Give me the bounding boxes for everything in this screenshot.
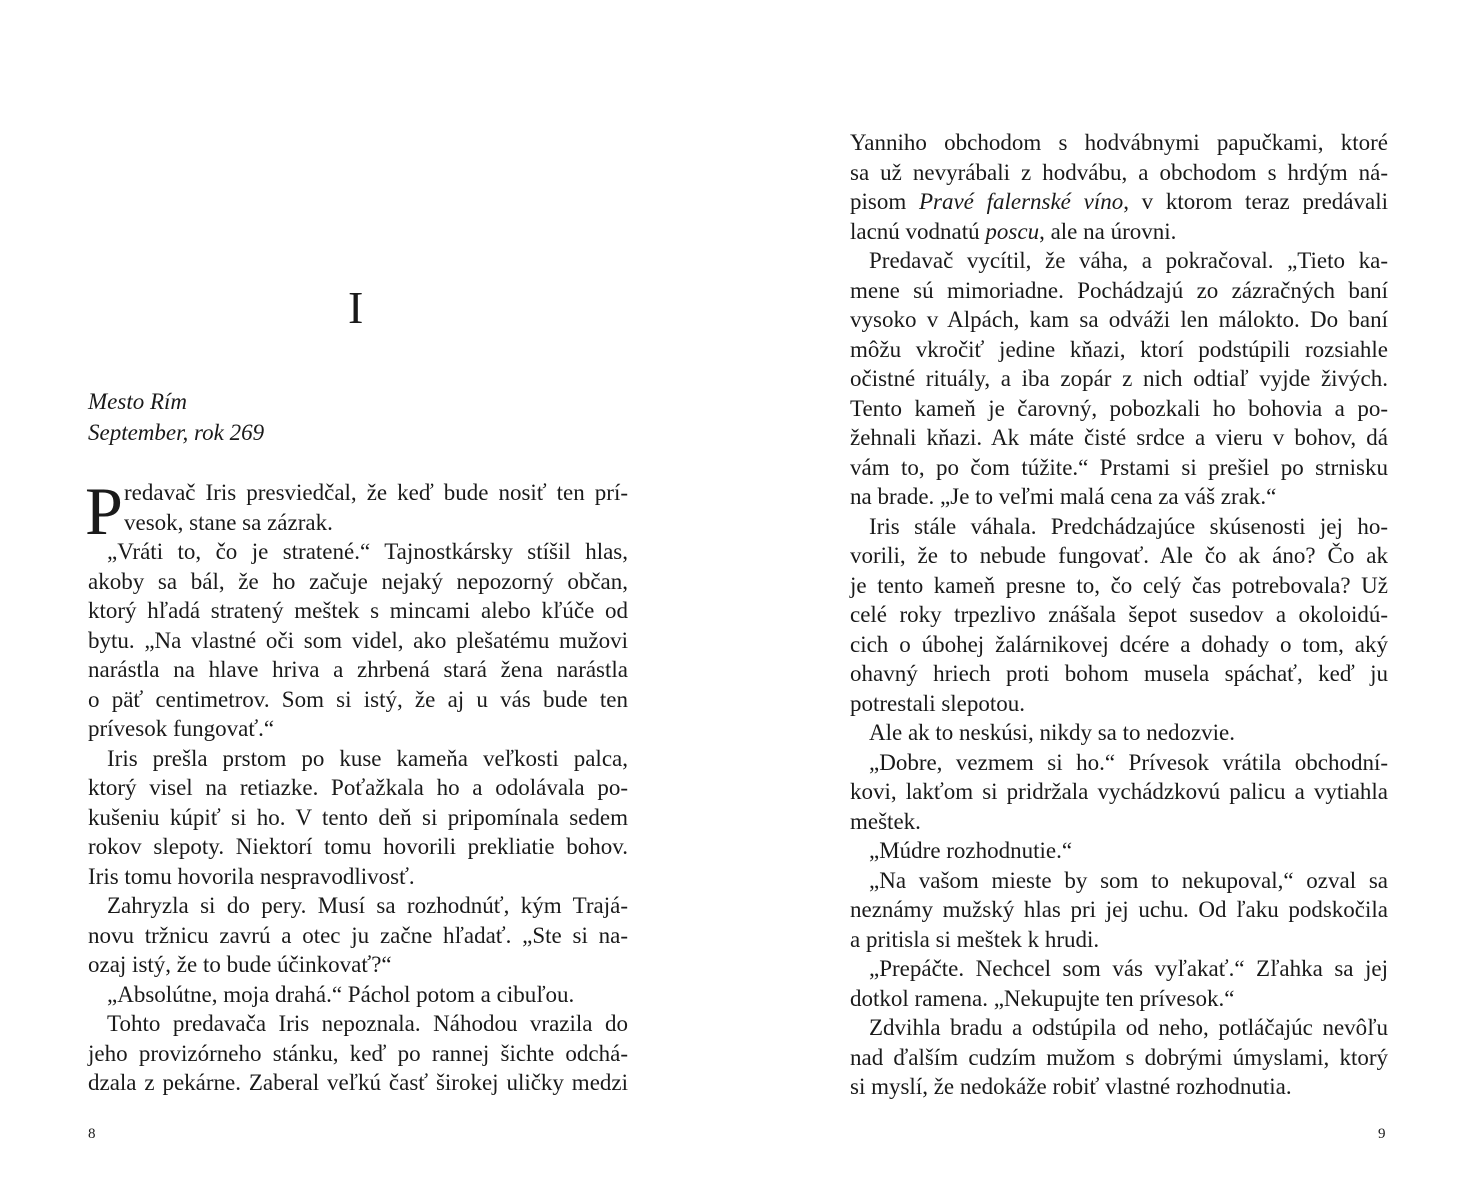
text-line: Yanniho obchodom s hodvábnymi papučkami, ktoré bbox=[850, 130, 1388, 155]
text-line: Tohto predavača Iris nepoznala. Náhodou vrazila do bbox=[107, 1011, 628, 1036]
right-page bbox=[738, 0, 1476, 1181]
text-line: kušeniu kúpiť si ho. V tento deň si pripomínala sedem bbox=[88, 804, 628, 830]
page-number: 8 bbox=[88, 1126, 96, 1142]
text-line: „Prepáčte. Nechcel som vás vyľakať.“ Zľahka sa jej bbox=[869, 956, 1388, 981]
text-line: novu tržnicu zavrú a otec ju začne hľadať. „Ste si na- bbox=[88, 922, 628, 948]
text-line: vorili, že to nebude fungovať. Ale čo ak áno? Čo ak bbox=[850, 543, 1388, 568]
text-line: Tento kameň je čarovný, pobozkali ho bohovia a po- bbox=[850, 395, 1388, 421]
text-line: prívesok fungovať.“ bbox=[88, 716, 275, 741]
text-line: vesok, stane sa zázrak. bbox=[124, 509, 333, 535]
text-line: očistné rituály, a iba zopár z nich odtiaľ vyjde živých. bbox=[850, 366, 1388, 391]
text-line: sa už nevyrábali z hodvábu, a obchodom s hrdým ná- bbox=[850, 159, 1388, 185]
text-line: dzala z pekárne. Zaberal veľkú časť širokej uličky medzi bbox=[88, 1070, 628, 1095]
text-run: pisom bbox=[850, 189, 919, 214]
italic-word: poscu bbox=[985, 218, 1040, 244]
text-line: „Absolútne, moja drahá.“ Páchol potom a cibuľou. bbox=[107, 981, 575, 1007]
text-run: , v ktorom teraz predávali bbox=[1123, 189, 1389, 214]
text-line: neznámy mužský hlas pri jej uchu. Od ľaku podskočila bbox=[850, 897, 1388, 922]
chapter-setting bbox=[88, 386, 264, 448]
text-line: ozaj istý, že to bude účinkovať?“ bbox=[88, 952, 392, 977]
text-line: ohavný hriech proti bohom musela spáchať, keď ju bbox=[850, 661, 1388, 686]
chapter-number: I bbox=[348, 282, 364, 333]
page-number: 9 bbox=[1378, 1126, 1386, 1142]
right-page-body bbox=[850, 128, 1388, 1102]
text-line: vám to, po čom túžite.“ Prstami si prešiel po strnisku bbox=[850, 454, 1388, 480]
text-line: Iris prešla prstom po kuse kameňa veľkosti palca, bbox=[107, 745, 628, 771]
text-line: jeho provizórneho stánku, keď po rannej šichte odchá- bbox=[88, 1040, 628, 1066]
text-line: a pritisla si meštek k hrudi. bbox=[850, 926, 1100, 952]
text-line: Iris stále váhala. Predchádzajúce skúsenosti jej ho- bbox=[869, 513, 1388, 539]
text-line: o päť centimetrov. Som si istý, že aj u vás bude ten bbox=[88, 686, 628, 712]
text-line: narástla na hlave hriva a zhrbená stará žena narástla bbox=[88, 657, 628, 682]
text-line: vysoko v Alpách, kam sa odváži len málokto. Do baní bbox=[850, 307, 1388, 332]
text-line: bytu. „Na vlastné oči som videl, ako plešatému mužovi bbox=[88, 627, 628, 653]
text-line: dotkol ramena. „Nekupujte ten prívesok.“ bbox=[850, 985, 1235, 1011]
setting-place: Mesto Rím bbox=[88, 389, 188, 414]
text-line: Zahryzla si do pery. Musí sa rozhodnúť, kým Trajá- bbox=[107, 893, 628, 918]
text-line: Predavač vycítil, že váha, a pokračoval. „Tieto ka- bbox=[869, 248, 1388, 273]
text-line: potrestali slepotou. bbox=[850, 690, 1026, 716]
text-line: Ale ak to neskúsi, nikdy sa to nedozvie. bbox=[869, 720, 1236, 745]
setting-date: September, rok 269 bbox=[88, 420, 265, 445]
text-line: žehnali kňazi. Ak máte čisté srdce a vieru v bohov, dá bbox=[850, 425, 1388, 450]
text-line: nad ďalším cudzím mužom s dobrými úmyslami, ktorý bbox=[850, 1044, 1388, 1070]
text-line: „Múdre rozhodnutie.“ bbox=[869, 838, 1073, 863]
italic-title: Pravé falernské víno bbox=[918, 189, 1124, 214]
drop-cap: P bbox=[85, 473, 123, 549]
text-run: , ale na úrovni. bbox=[1039, 218, 1177, 244]
text-line bbox=[850, 217, 1388, 247]
text-line: mene sú mimoriadne. Pochádzajú zo zázračných baní bbox=[850, 277, 1388, 303]
text-line: meštek. bbox=[850, 808, 921, 834]
text-line: ktorý hľadá stratený meštek s mincami alebo kľúče od bbox=[88, 598, 628, 623]
text-line: celé roky trpezlivo znášala šepot susedov a okoloidú- bbox=[850, 602, 1388, 627]
text-line: je tento kameň presne to, čo celý čas potrebovala? Už bbox=[850, 572, 1388, 598]
text-line: cich o úbohej žalárnikovej dcére a dohady o tom, aký bbox=[850, 631, 1388, 657]
text-line: kovi, lakťom si pridržala vychádzkovú palicu a vytiahla bbox=[850, 779, 1388, 804]
text-line: redavač Iris presviedčal, že keď bude nosiť ten prí- bbox=[124, 480, 628, 505]
text-line: Zdvihla bradu a odstúpila od neho, potláčajúc nevôľu bbox=[869, 1015, 1388, 1040]
text-line: akoby sa bál, že ho začuje nejaký nepozorný občan, bbox=[88, 568, 628, 594]
text-run: lacnú vodnatú bbox=[850, 218, 986, 244]
left-page-body bbox=[85, 473, 628, 1098]
text-line: môžu vkročiť jedine kňazi, ktorí podstúpili rozsiahle bbox=[850, 336, 1388, 362]
text-line: ktorý visel na retiazke. Poťažkala ho a odolávala po- bbox=[88, 775, 628, 800]
text-line: Iris tomu hovorila nespravodlivosť. bbox=[88, 863, 415, 889]
text-line: rokov slepoty. Niektorí tomu hovorili prekliatie bohov. bbox=[88, 834, 628, 859]
text-line: „Dobre, vezmem si ho.“ Prívesok vrátila obchodní- bbox=[869, 749, 1388, 775]
text-line: „Na vašom mieste by som to nekupoval,“ ozval sa bbox=[869, 867, 1388, 893]
text-line: na brade. „Je to veľmi malá cena za váš zrak.“ bbox=[850, 484, 1277, 509]
text-line bbox=[850, 187, 1388, 217]
text-line: si myslí, že nedokáže robiť vlastné rozhodnutia. bbox=[850, 1074, 1292, 1099]
text-line: „Vráti to, čo je stratené.“ Tajnostkársky stíšil hlas, bbox=[107, 539, 628, 564]
